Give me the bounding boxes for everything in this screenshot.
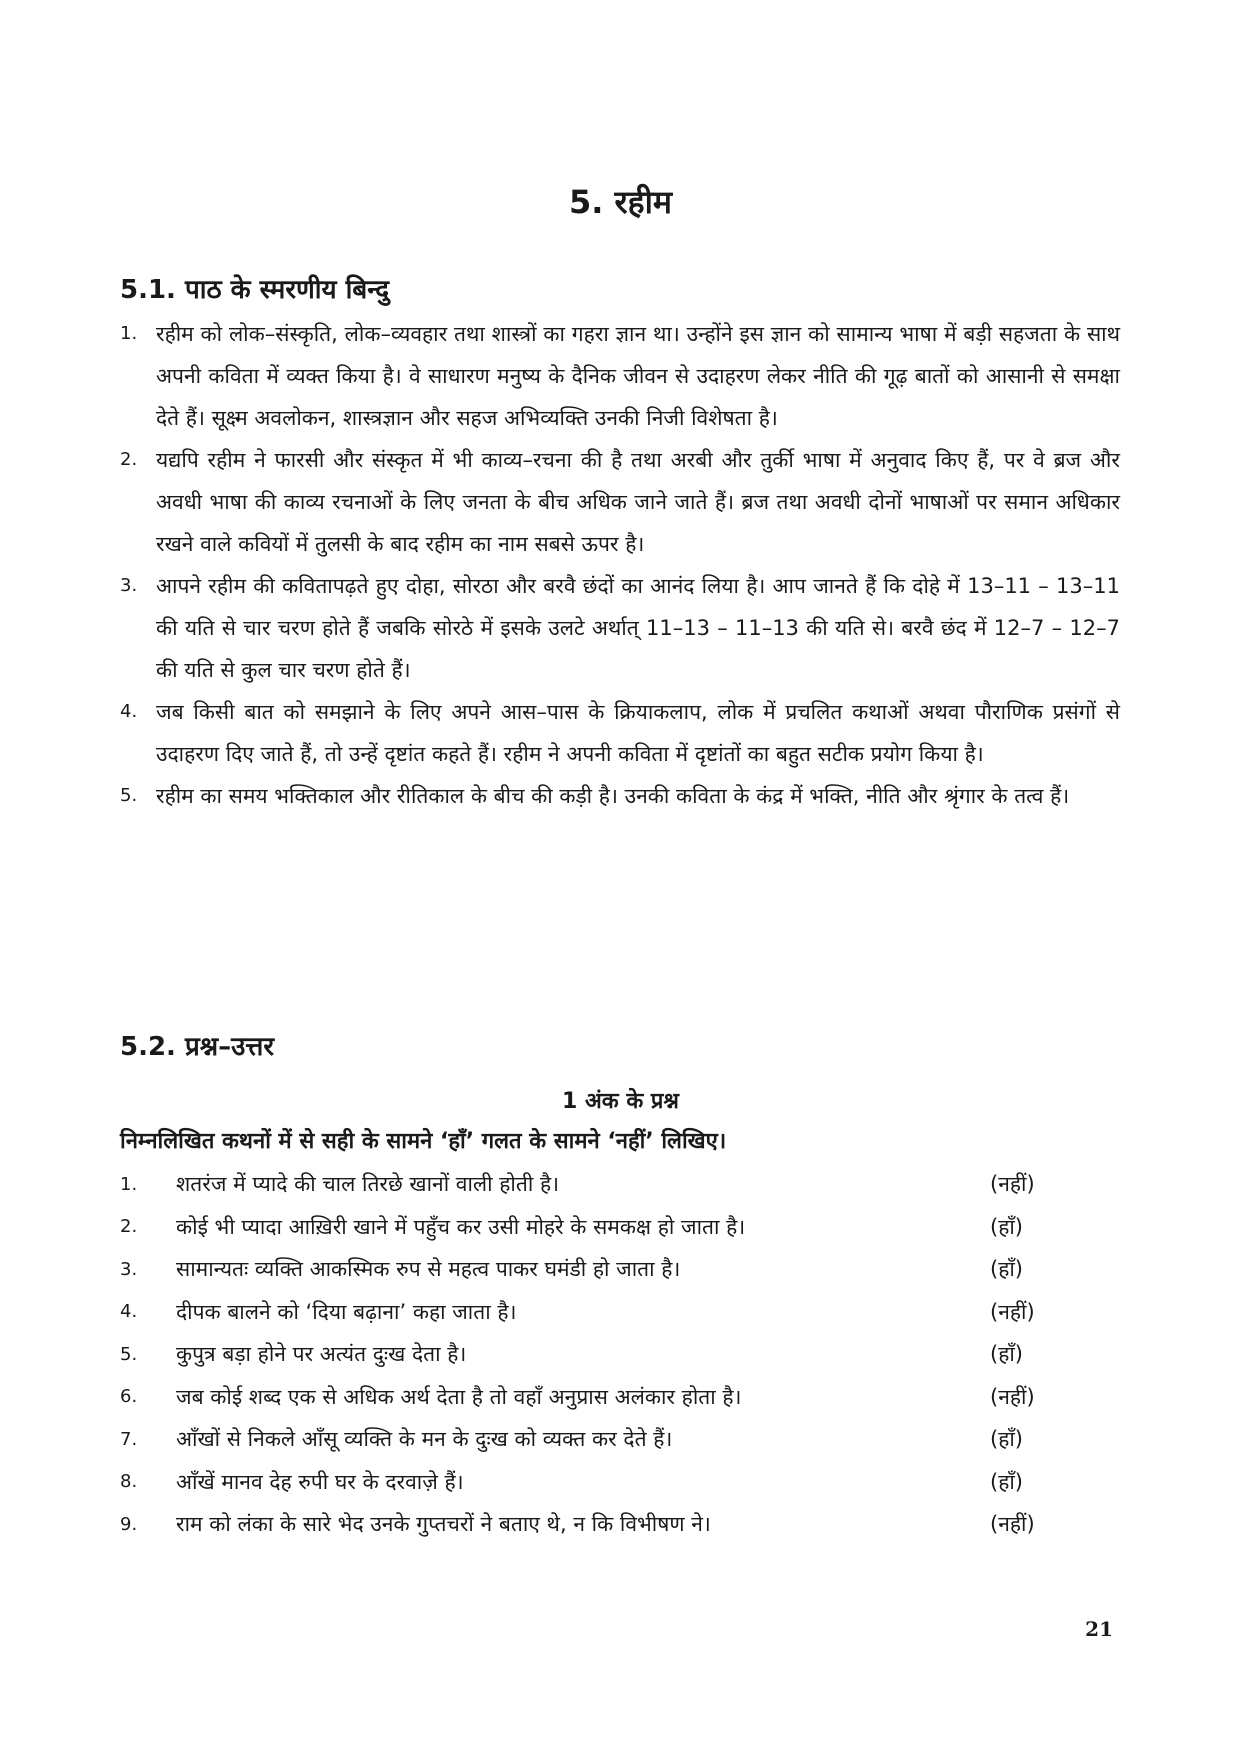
question-row [120, 1333, 1080, 1376]
question-answer: (नहीं) [990, 1299, 1035, 1324]
point-number: 4. [120, 701, 138, 722]
question-answer: (नहीं) [990, 1512, 1035, 1537]
section-heading-smaraniya: 5.1. पाठ के स्मरणीय बिन्दु [120, 275, 390, 305]
question-answer: (हाँ) [990, 1214, 1023, 1239]
point-text: यद्यपि रहीम ने फारसी और संस्कृत में भी काव्य–रचना की है तथा अरबी और तुर्की भाषा में अनुवाद किए हैं, पर वे ब्रज और अवधी भाषा की काव्य रचनाओं के लिए जनता के बीच अधिक जाने जाते हैं। ब्रज तथा अवधी दोनों भाषाओं पर समान अधिकार रखने वाले कवियों में तुलसी के बाद रहीम का नाम सबसे ऊपर है। [156, 448, 1120, 556]
question-text: शतरंज में प्यादे की चाल तिरछे खानों वाली होती है। [176, 1172, 560, 1197]
point-text: आपने रहीम की कवितापढ़ते हुए दोहा, सोरठा और बरवै छंदों का आनंद लिया है। आप जानते हैं कि दोहे में 13–11 – 13–11 की यति से चार चरण होते हैं जबकि सोरठे में इसके उलटे अर्थात् 11–13 – 11–13 की यति से। बरवै छंद में 12–7 – 12–7 की यति से कुल चार चरण होते हैं। [156, 574, 1120, 682]
question-number: 6. [120, 1386, 138, 1408]
question-row [120, 1461, 1080, 1504]
point-text: जब किसी बात को समझाने के लिए अपने आस–पास के क्रियाकलाप, लोक में प्रचलित कथाओं अथवा पौराणिक प्रसंगों से उदाहरण दिए जाते हैं, तो उन्हें दृष्टांत कहते हैं। रहीम ने अपनी कविता में दृष्टांतों का बहुत सटीक प्रयोग किया है। [156, 700, 1120, 766]
question-number: 2. [120, 1216, 138, 1238]
point-text: रहीम को लोक–संस्कृति, लोक–व्यवहार तथा शास्त्रों का गहरा ज्ञान था। उन्होंने इस ज्ञान को सामान्य भाषा में बड़ी सहजता के साथ अपनी कविता में व्यक्त किया है। वे साधारण मनुष्य के दैनिक जीवन से उदाहरण लेकर नीति की गूढ़ बातों को आसानी से समक्षा देते हैं। सूक्ष्म अवलोकन, शास्त्रज्ञान और सहज अभिव्यक्ति उनकी निजी विशेषता है। [156, 322, 1120, 430]
point-number: 5. [120, 785, 138, 806]
question-number: 3. [120, 1258, 138, 1280]
question-text: दीपक बालने को ‘दिया बढ़ाना’ कहा जाता है। [176, 1299, 517, 1324]
list-item [120, 565, 1120, 691]
question-text: राम को लंका के सारे भेद उनके गुप्तचरों ने बताए थे, न कि विभीषण ने। [176, 1512, 711, 1537]
question-number: 4. [120, 1301, 138, 1323]
question-list [120, 1163, 1080, 1546]
list-item [120, 691, 1120, 775]
question-answer: (हाँ) [990, 1427, 1023, 1452]
question-text: आँखों से निकले आँसू व्यक्ति के मन के दुःख को व्यक्त कर देते हैं। [176, 1427, 673, 1452]
question-text: जब कोई शब्द एक से अधिक अर्थ देता है तो वहाँ अनुप्रास अलंकार होता है। [176, 1384, 742, 1409]
question-number: 5. [120, 1343, 138, 1365]
list-item [120, 313, 1120, 439]
list-item [120, 439, 1120, 565]
question-number: 1. [120, 1173, 138, 1195]
questions-subheading: 1 अंक के प्रश्न [562, 1089, 679, 1114]
question-row [120, 1206, 1080, 1249]
question-number: 9. [120, 1513, 138, 1535]
question-text: कोई भी प्यादा आख़िरी खाने में पहुँच कर उसी मोहरे के समकक्ष हो जाता है। [176, 1214, 746, 1239]
question-text: कुपुत्र बड़ा होने पर अत्यंत दुःख देता है। [176, 1342, 467, 1367]
chapter-title: 5. रहीम [568, 183, 673, 221]
page-number: 21 [1085, 1617, 1113, 1641]
question-number: 8. [120, 1471, 138, 1493]
question-answer: (हाँ) [990, 1342, 1023, 1367]
memorable-points-list [120, 313, 1120, 817]
question-row [120, 1163, 1080, 1206]
section-heading-prashn-uttar: 5.2. प्रश्न–उत्तर [120, 1032, 275, 1062]
questions-instruction: निम्नलिखित कथनों में से सही के सामने ‘हाँ’ गलत के सामने ‘नहीं’ लिखिए। [120, 1129, 727, 1154]
question-text: सामान्यतः व्यक्ति आकस्मिक रुप से महत्व पाकर घमंडी हो जाता है। [176, 1257, 681, 1282]
question-number: 7. [120, 1428, 138, 1450]
question-row [120, 1503, 1080, 1546]
question-row [120, 1376, 1080, 1419]
point-text: रहीम का समय भक्तिकाल और रीतिकाल के बीच की कड़ी है। उनकी कविता के कंद्र में भक्ति, नीति और श्रृंगार के तत्व हैं। [156, 784, 1070, 808]
question-row [120, 1418, 1080, 1461]
question-text: आँखें मानव देह रुपी घर के दरवाज़े हैं। [176, 1469, 464, 1494]
point-number: 2. [120, 449, 138, 470]
question-answer: (नहीं) [990, 1172, 1035, 1197]
point-number: 1. [120, 323, 138, 344]
question-answer: (नहीं) [990, 1384, 1035, 1409]
point-number: 3. [120, 575, 138, 596]
question-answer: (हाँ) [990, 1257, 1023, 1282]
question-row [120, 1291, 1080, 1334]
question-row [120, 1248, 1080, 1291]
question-answer: (हाँ) [990, 1469, 1023, 1494]
list-item [120, 775, 1120, 817]
